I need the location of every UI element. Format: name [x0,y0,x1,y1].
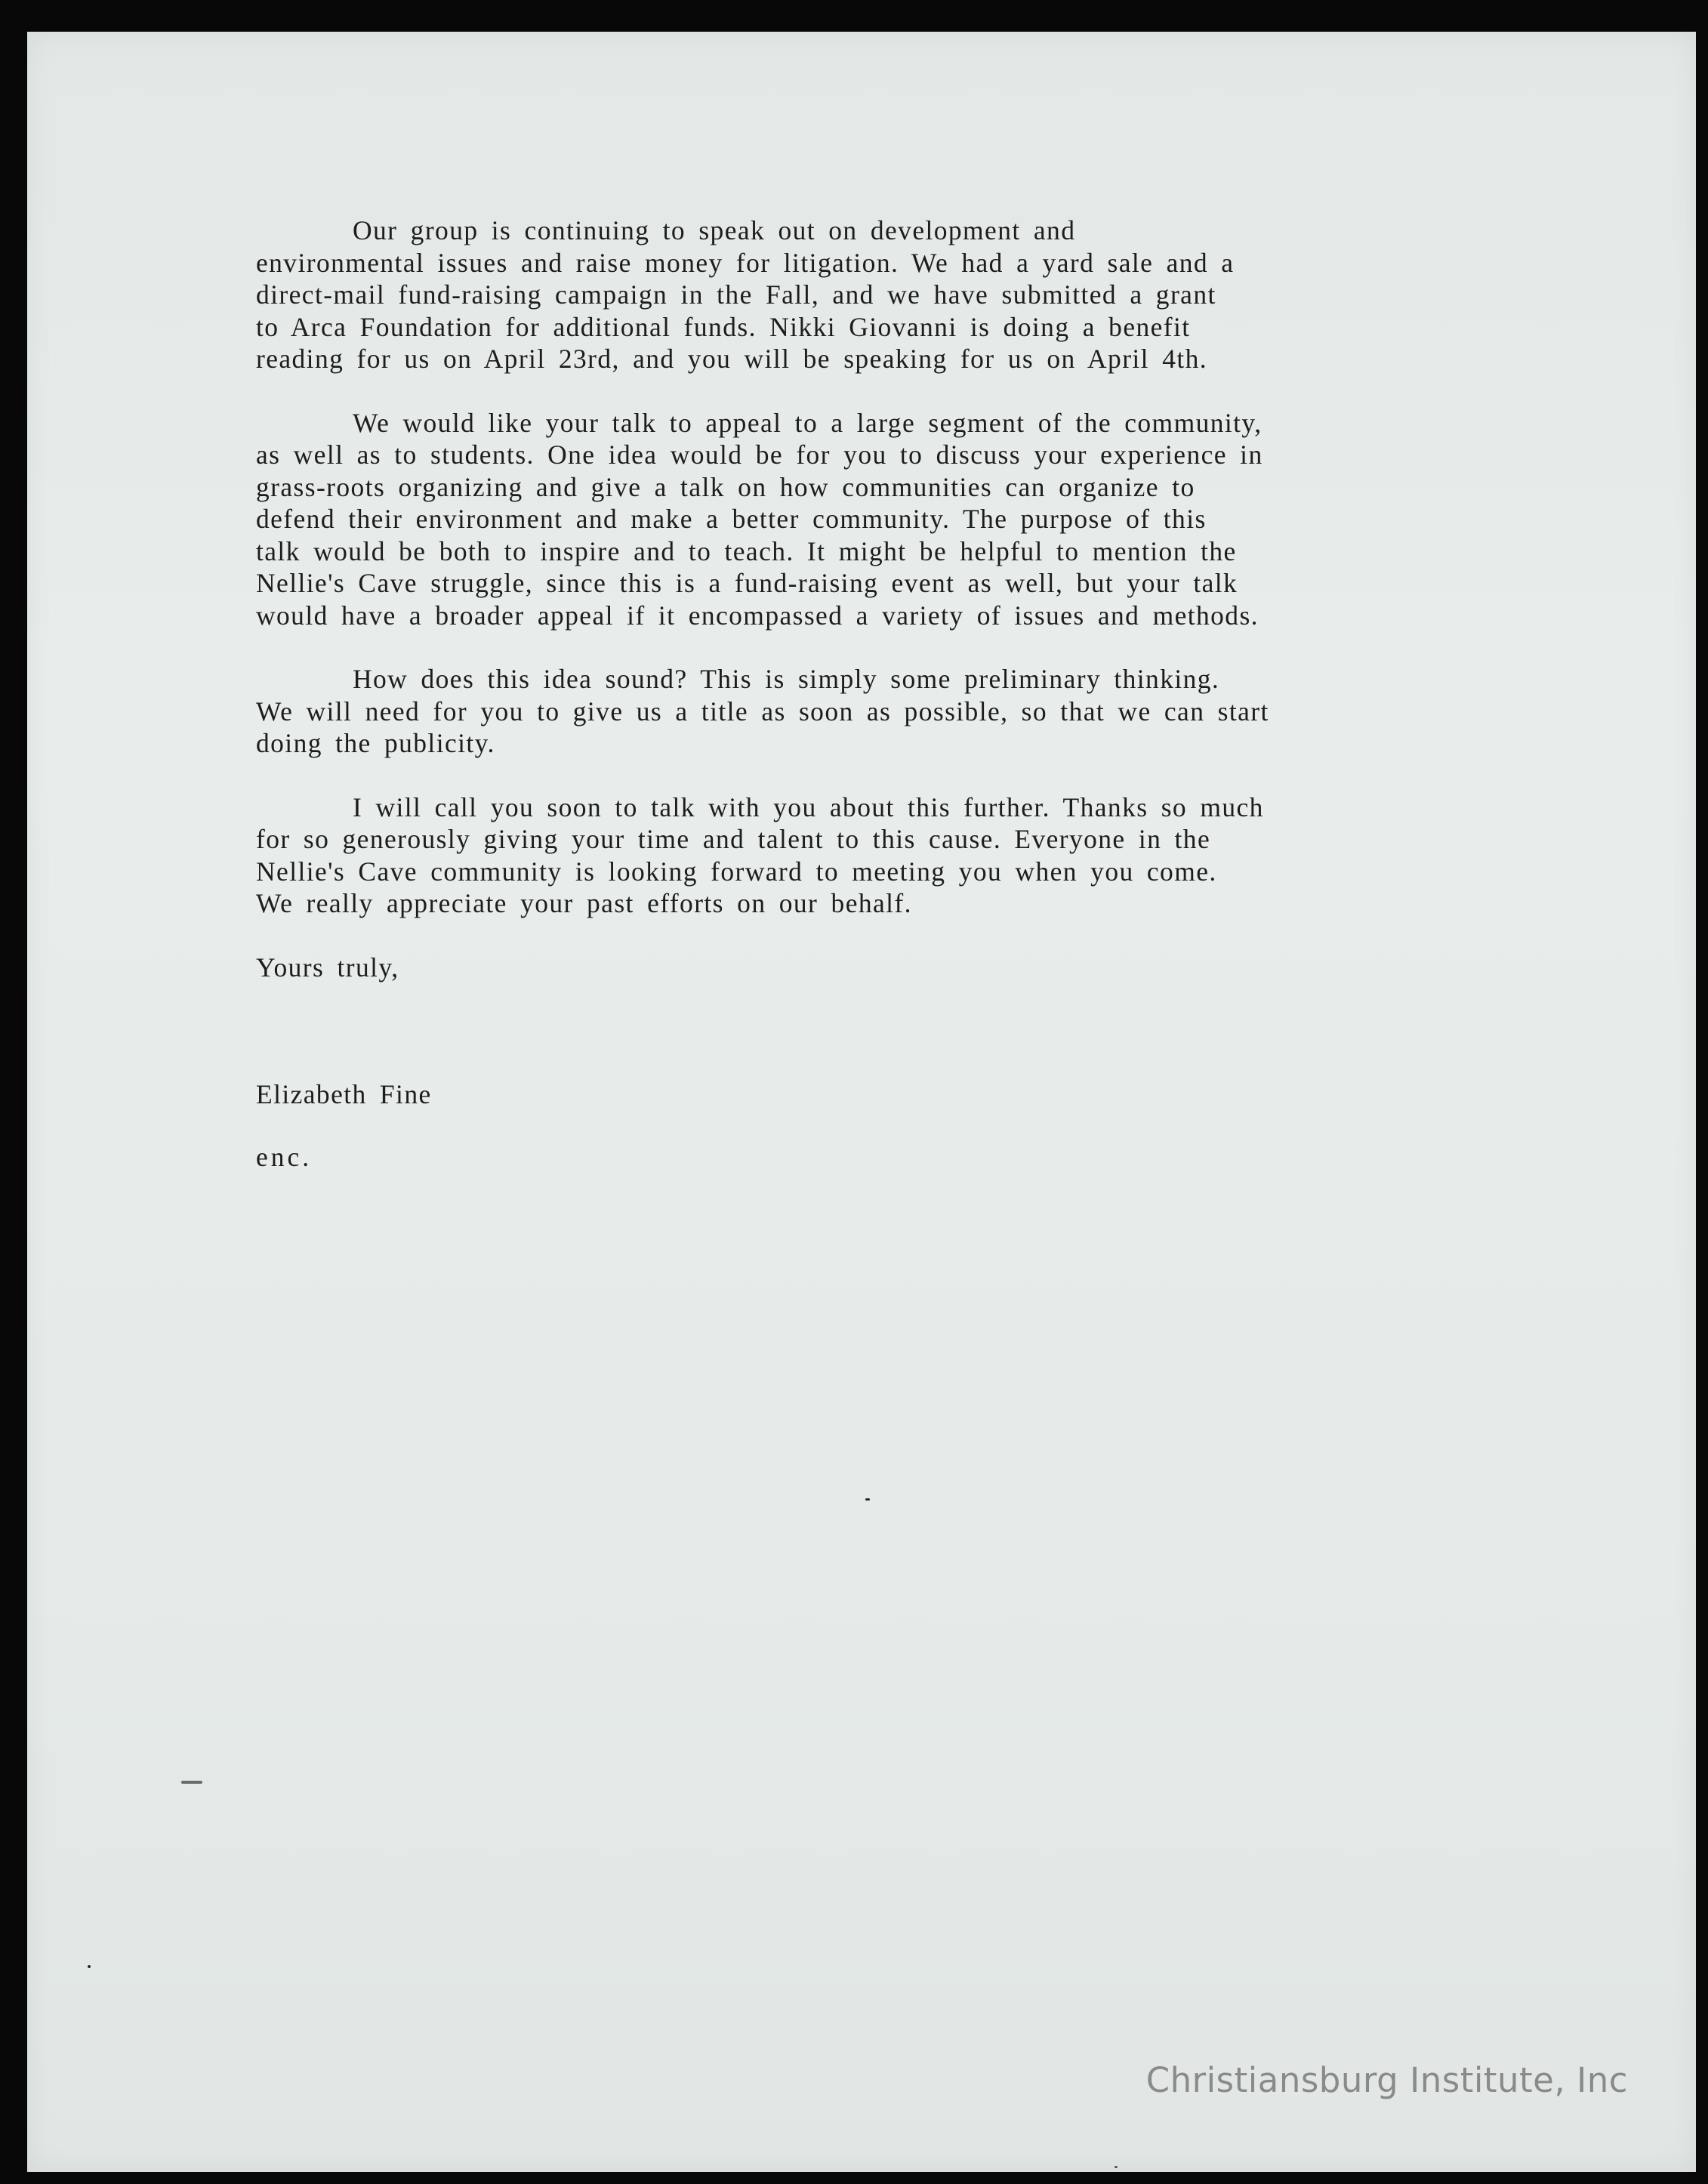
paper-speck [865,1498,870,1501]
text-line: How does this idea sound? This is simply some preliminary thinking. [353,664,1220,694]
text-line: for so generously giving your time and talent to this cause. Everyone in the [256,824,1211,854]
enclosure-note: enc. [256,1141,313,1172]
letter-body [256,214,1453,1173]
text-line: environmental issues and raise money for litigation. We had a yard sale and a [256,247,1235,278]
text-line: We really appreciate your past efforts on our behalf. [256,888,912,918]
paragraph-1 [256,214,1453,375]
text-line: We will need for you to give us a title as soon as possible, so that we can start [256,696,1269,726]
closing-salutation: Yours truly, [256,952,399,982]
archive-watermark: Christiansburg Institute, Inc [1145,2060,1628,2100]
paper-speck [181,1781,202,1784]
text-line: as well as to students. One idea would be for you to discuss your experience in [256,440,1263,470]
text-line: doing the publicity. [256,728,495,758]
text-line: talk would be both to inspire and to teach. It might be helpful to mention the [256,535,1237,566]
text-line: reading for us on April 23rd, and you will be speaking for us on April 4th. [256,344,1208,374]
text-line: Our group is continuing to speak out on development and [353,215,1076,245]
text-line: would have a broader appeal if it encompassed a variety of issues and methods. [256,600,1259,631]
text-line: Nellie's Cave struggle, since this is a fund-raising event as well, but your talk [256,568,1238,598]
signature-name: Elizabeth Fine [256,1079,432,1109]
paper-speck [88,1965,91,1968]
text-line: We would like your talk to appeal to a large segment of the community, [353,407,1263,438]
text-line: I will call you soon to talk with you about this further. Thanks so much [353,791,1264,822]
text-line: to Arca Foundation for additional funds. Nikki Giovanni is doing a benefit [256,311,1191,342]
text-line: grass-roots organizing and give a talk on how communities can organize to [256,471,1195,502]
paper-speck [1115,2166,1118,2168]
text-line: Nellie's Cave community is looking forward to meeting you when you come. [256,856,1217,887]
text-line: direct-mail fund-raising campaign in the Fall, and we have submitted a grant [256,279,1216,310]
paragraph-3 [256,663,1453,760]
text-line: defend their environment and make a better community. The purpose of this [256,504,1207,534]
paragraph-4 [256,791,1453,920]
paragraph-2 [256,407,1453,632]
